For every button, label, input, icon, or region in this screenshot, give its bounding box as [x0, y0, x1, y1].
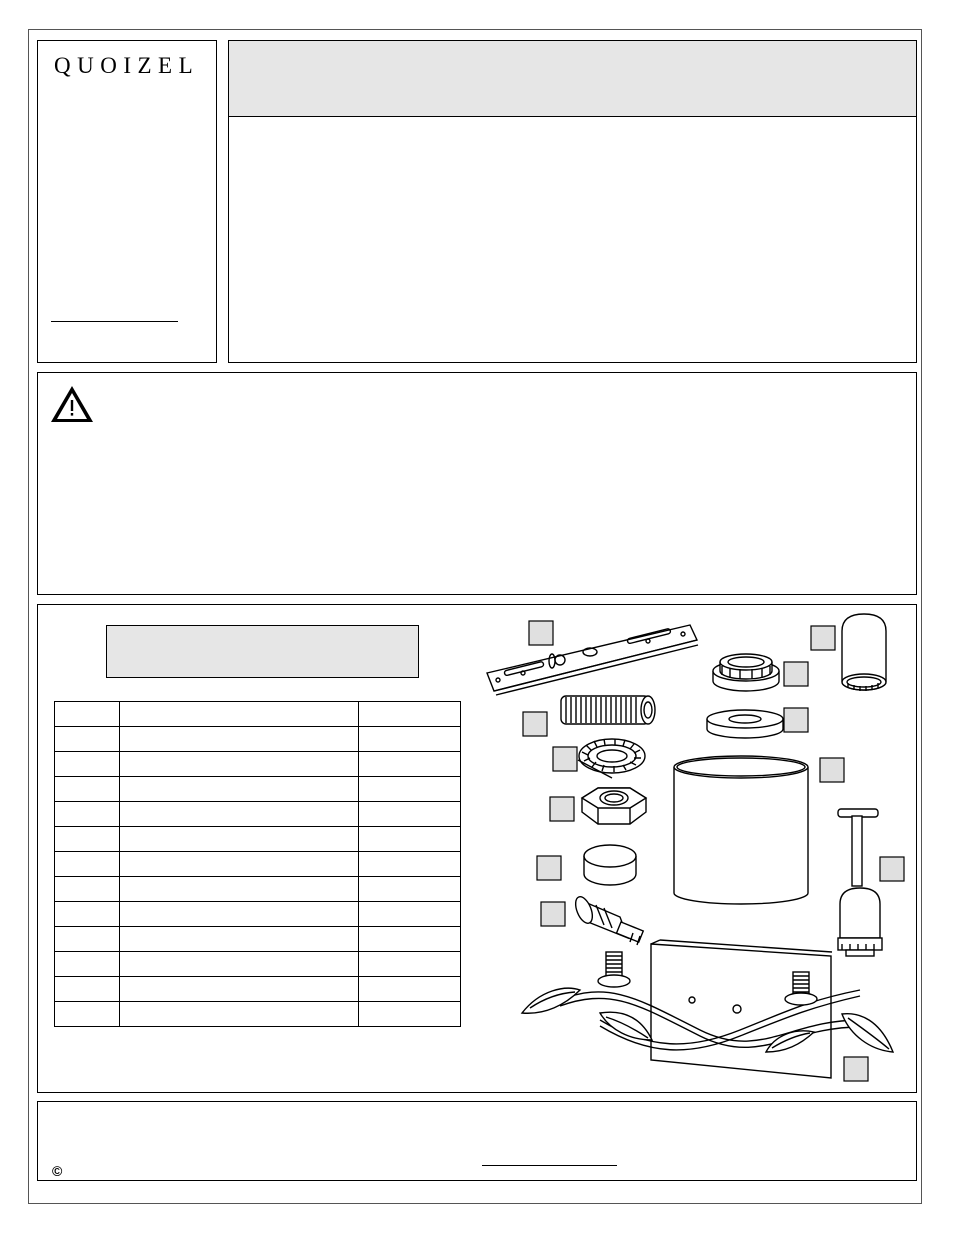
table-cell	[55, 1002, 120, 1027]
table-cell	[359, 902, 461, 927]
parts-list-header	[106, 625, 419, 678]
parts-panel	[37, 604, 917, 1093]
table-row	[55, 777, 461, 802]
warning-panel	[37, 372, 917, 595]
table-cell	[359, 702, 461, 727]
title-panel	[228, 40, 917, 363]
table-row	[55, 977, 461, 1002]
logo-panel	[37, 40, 217, 363]
table-row	[55, 852, 461, 877]
table-cell	[359, 777, 461, 802]
table-cell	[120, 752, 359, 777]
table-row	[55, 877, 461, 902]
table-cell	[359, 877, 461, 902]
table-cell	[55, 952, 120, 977]
table-cell	[55, 752, 120, 777]
table-cell	[120, 1002, 359, 1027]
table-cell	[120, 927, 359, 952]
table-cell	[359, 1002, 461, 1027]
table-cell	[120, 802, 359, 827]
table-cell	[359, 802, 461, 827]
table-cell	[120, 877, 359, 902]
table-row	[55, 752, 461, 777]
table-cell	[55, 827, 120, 852]
table-cell	[359, 952, 461, 977]
table-row	[55, 927, 461, 952]
table-cell	[55, 977, 120, 1002]
table-cell	[55, 777, 120, 802]
table-row	[55, 902, 461, 927]
table-row	[55, 802, 461, 827]
table-cell	[55, 902, 120, 927]
footer-panel	[37, 1101, 917, 1181]
table-cell	[120, 727, 359, 752]
table-cell	[359, 852, 461, 877]
brand-logo: QUOIZEL	[54, 53, 200, 78]
footer-rule	[482, 1165, 617, 1166]
table-cell	[120, 977, 359, 1002]
table-cell	[55, 852, 120, 877]
table-cell	[120, 902, 359, 927]
table-cell	[120, 827, 359, 852]
table-cell	[359, 927, 461, 952]
table-cell	[359, 977, 461, 1002]
table-cell	[120, 777, 359, 802]
title-band	[229, 41, 916, 117]
table-cell	[120, 702, 359, 727]
table-row	[55, 1002, 461, 1027]
table-row	[55, 727, 461, 752]
table-cell	[359, 727, 461, 752]
table-cell	[120, 952, 359, 977]
table-cell	[55, 877, 120, 902]
table-cell	[55, 802, 120, 827]
warning-triangle-icon	[50, 385, 94, 423]
table-row	[55, 952, 461, 977]
table-cell	[120, 852, 359, 877]
parts-table	[54, 701, 461, 1027]
table-cell	[55, 727, 120, 752]
table-row	[55, 702, 461, 727]
logo-rule	[51, 321, 178, 322]
copyright-symbol: ©	[52, 1163, 63, 1179]
table-cell	[359, 827, 461, 852]
table-row	[55, 827, 461, 852]
table-cell	[55, 702, 120, 727]
table-cell	[55, 927, 120, 952]
table-cell	[359, 752, 461, 777]
